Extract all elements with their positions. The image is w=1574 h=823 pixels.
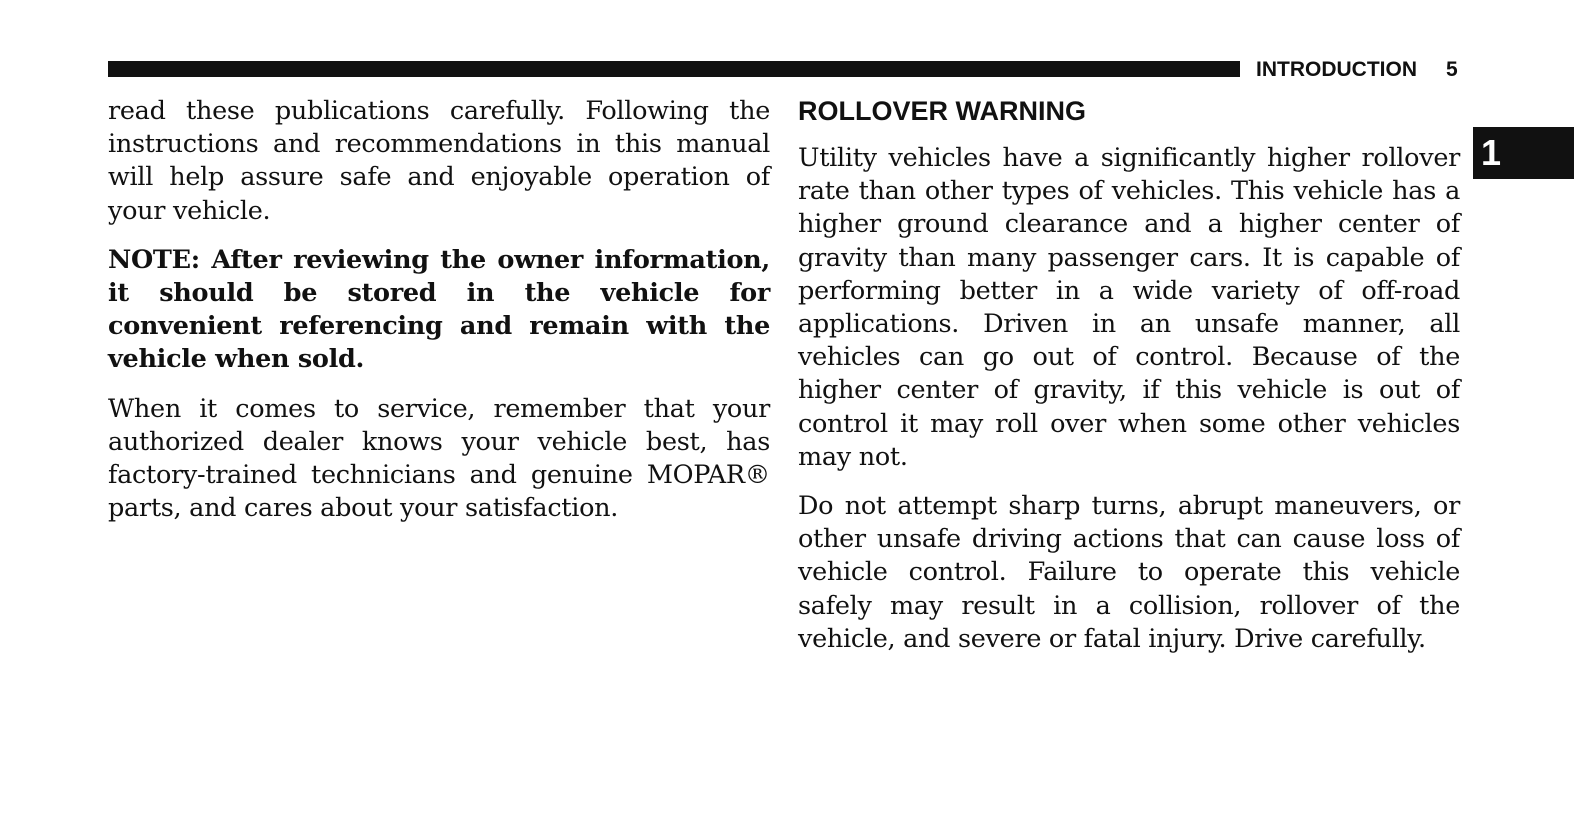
intro-paragraph: read these publications carefully. Following the instructions and recommendations in this manual will help assure safe and enjoyable operation of your vehicle. — [108, 96, 770, 226]
note-paragraph: NOTE: After reviewing the owner information, it should be stored in the vehicle for convenient referencing and remain with the vehicle when sold. — [108, 244, 770, 375]
section-title: INTRODUCTION — [1256, 58, 1417, 81]
left-column — [108, 95, 770, 541]
chapter-number: 1 — [1481, 132, 1502, 173]
page-number: 5 — [1446, 58, 1458, 81]
rollover-warning-heading: ROLLOVER WARNING — [798, 96, 1086, 126]
right-column — [798, 95, 1460, 672]
rollover-paragraph: Utility vehicles have a significantly higher rollover rate than other types of vehicles. This vehicle has a higher ground clearance and a higher center of gravity than many passenger cars. It is capable of performing better in a wide variety of off-road applications. Driven in an unsafe manner, all vehicles can go out of control. Because of the higher center of gravity, if this vehicle is out of control it may roll over when some other vehicles may not. — [798, 143, 1460, 472]
chapter-tab — [1473, 127, 1574, 179]
driving-paragraph: Do not attempt sharp turns, abrupt maneuvers, or other unsafe driving actions that can cause loss of vehicle control. Failure to operate this vehicle safely may result in a collision, rollover of the vehicle, and severe or fatal injury. Drive carefully. — [798, 491, 1460, 654]
header-rule — [108, 61, 1240, 77]
service-paragraph: When it comes to service, remember that your authorized dealer knows your vehicle best, has factory-trained technicians and genuine MOPAR® parts, and cares about your satisfaction. — [108, 393, 770, 524]
